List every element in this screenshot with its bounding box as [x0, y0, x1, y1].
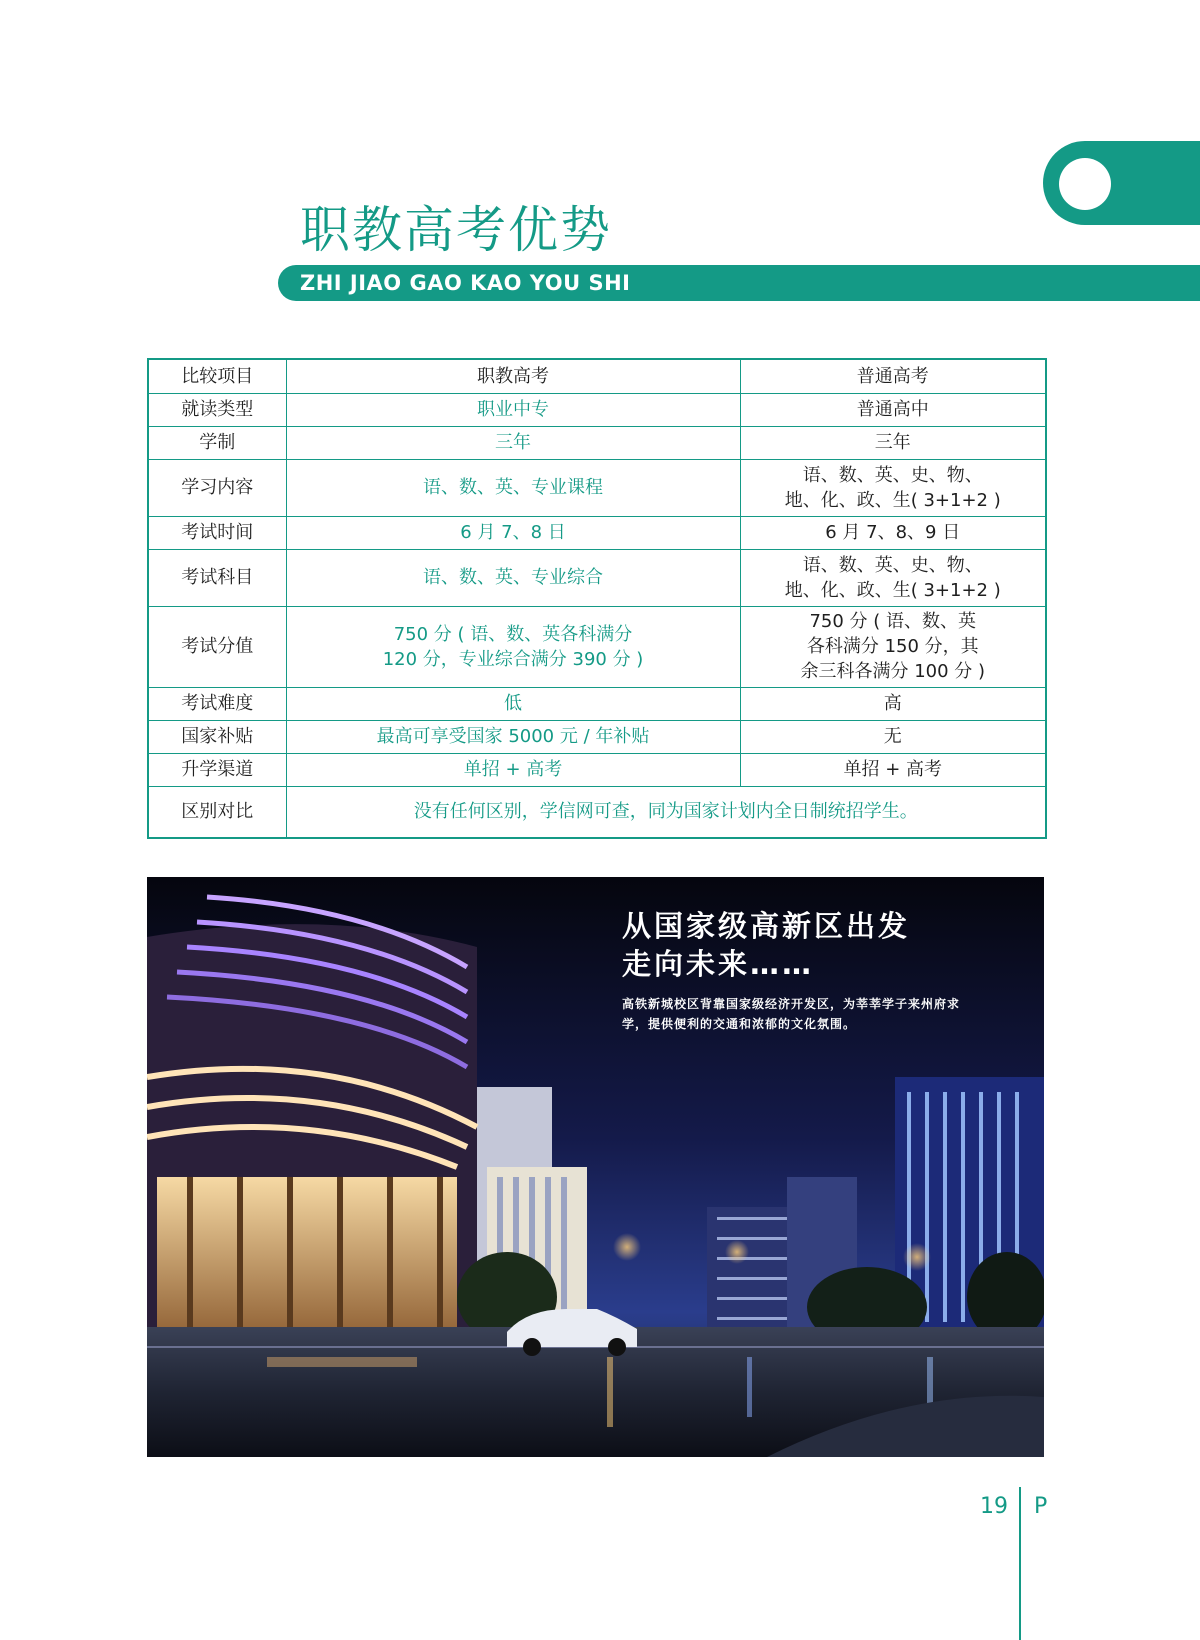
table-row: [148, 459, 1046, 516]
table-row: [148, 687, 1046, 720]
table-row: [148, 720, 1046, 753]
header-cell: 比较项目: [148, 359, 286, 393]
photo-caption-line-1: 高铁新城校区背靠国家级经济开发区，为莘莘学子来州府求: [622, 997, 961, 1011]
vocational-cell: 职业中专: [286, 393, 740, 426]
photo-headline: [622, 907, 910, 983]
photo-caption-line-2: 学，提供便利的交通和浓郁的文化氛围。: [622, 1017, 857, 1031]
page-divider: [1019, 1487, 1021, 1640]
table-row: [148, 516, 1046, 549]
table-header-row: [148, 359, 1046, 393]
page-number: 19: [980, 1494, 1008, 1519]
row-label: 考试分值: [148, 606, 286, 687]
regular-cell: 高: [740, 687, 1046, 720]
regular-cell: 6 月 7、8、9 日: [740, 516, 1046, 549]
vocational-cell: 语、数、英、专业综合: [286, 549, 740, 606]
header-cell: 职教高考: [286, 359, 740, 393]
photo-headline-line-2: 走向未来……: [622, 947, 815, 981]
comparison-table: [147, 358, 1047, 839]
page-letter: P: [1034, 1494, 1048, 1519]
row-label: 学制: [148, 426, 286, 459]
regular-cell: 语、数、英、史、物、 地、化、政、生( 3+1+2 ): [740, 549, 1046, 606]
regular-cell: 无: [740, 720, 1046, 753]
regular-cell: 普通高中: [740, 393, 1046, 426]
vocational-cell: 语、数、英、专业课程: [286, 459, 740, 516]
row-label: 就读类型: [148, 393, 286, 426]
table-row: [148, 753, 1046, 786]
row-label: 升学渠道: [148, 753, 286, 786]
vocational-cell: 6 月 7、8 日: [286, 516, 740, 549]
vocational-cell: 低: [286, 687, 740, 720]
regular-cell: 750 分 ( 语、数、英 各科满分 150 分，其 余三科各满分 100 分 ): [740, 606, 1046, 687]
vocational-cell: 750 分 ( 语、数、英各科满分 120 分，专业综合满分 390 分 ): [286, 606, 740, 687]
campus-night-photo: [147, 877, 1044, 1457]
row-label: 国家补贴: [148, 720, 286, 753]
table-row: [148, 786, 1046, 838]
row-label: 考试难度: [148, 687, 286, 720]
photo-caption: [622, 994, 1022, 1034]
row-label: 学习内容: [148, 459, 286, 516]
table-row: [148, 426, 1046, 459]
row-label: 区别对比: [148, 786, 286, 838]
corner-tab-dot: [1059, 158, 1111, 210]
header-cell: 普通高考: [740, 359, 1046, 393]
row-label: 考试时间: [148, 516, 286, 549]
page-title: 职教高考优势: [300, 201, 612, 259]
vocational-cell: 单招 + 高考: [286, 753, 740, 786]
page-subtitle: ZHI JIAO GAO KAO YOU SHI: [300, 271, 631, 295]
regular-cell: 三年: [740, 426, 1046, 459]
regular-cell: 语、数、英、史、物、 地、化、政、生( 3+1+2 ): [740, 459, 1046, 516]
table-row: [148, 549, 1046, 606]
photo-headline-line-1: 从国家级高新区出发: [622, 909, 911, 943]
vocational-cell: 三年: [286, 426, 740, 459]
table-row: [148, 606, 1046, 687]
regular-cell: 单招 + 高考: [740, 753, 1046, 786]
summary-cell: 没有任何区别，学信网可查，同为国家计划内全日制统招学生。: [286, 786, 1046, 838]
table-row: [148, 393, 1046, 426]
vocational-cell: 最高可享受国家 5000 元 / 年补贴: [286, 720, 740, 753]
row-label: 考试科目: [148, 549, 286, 606]
